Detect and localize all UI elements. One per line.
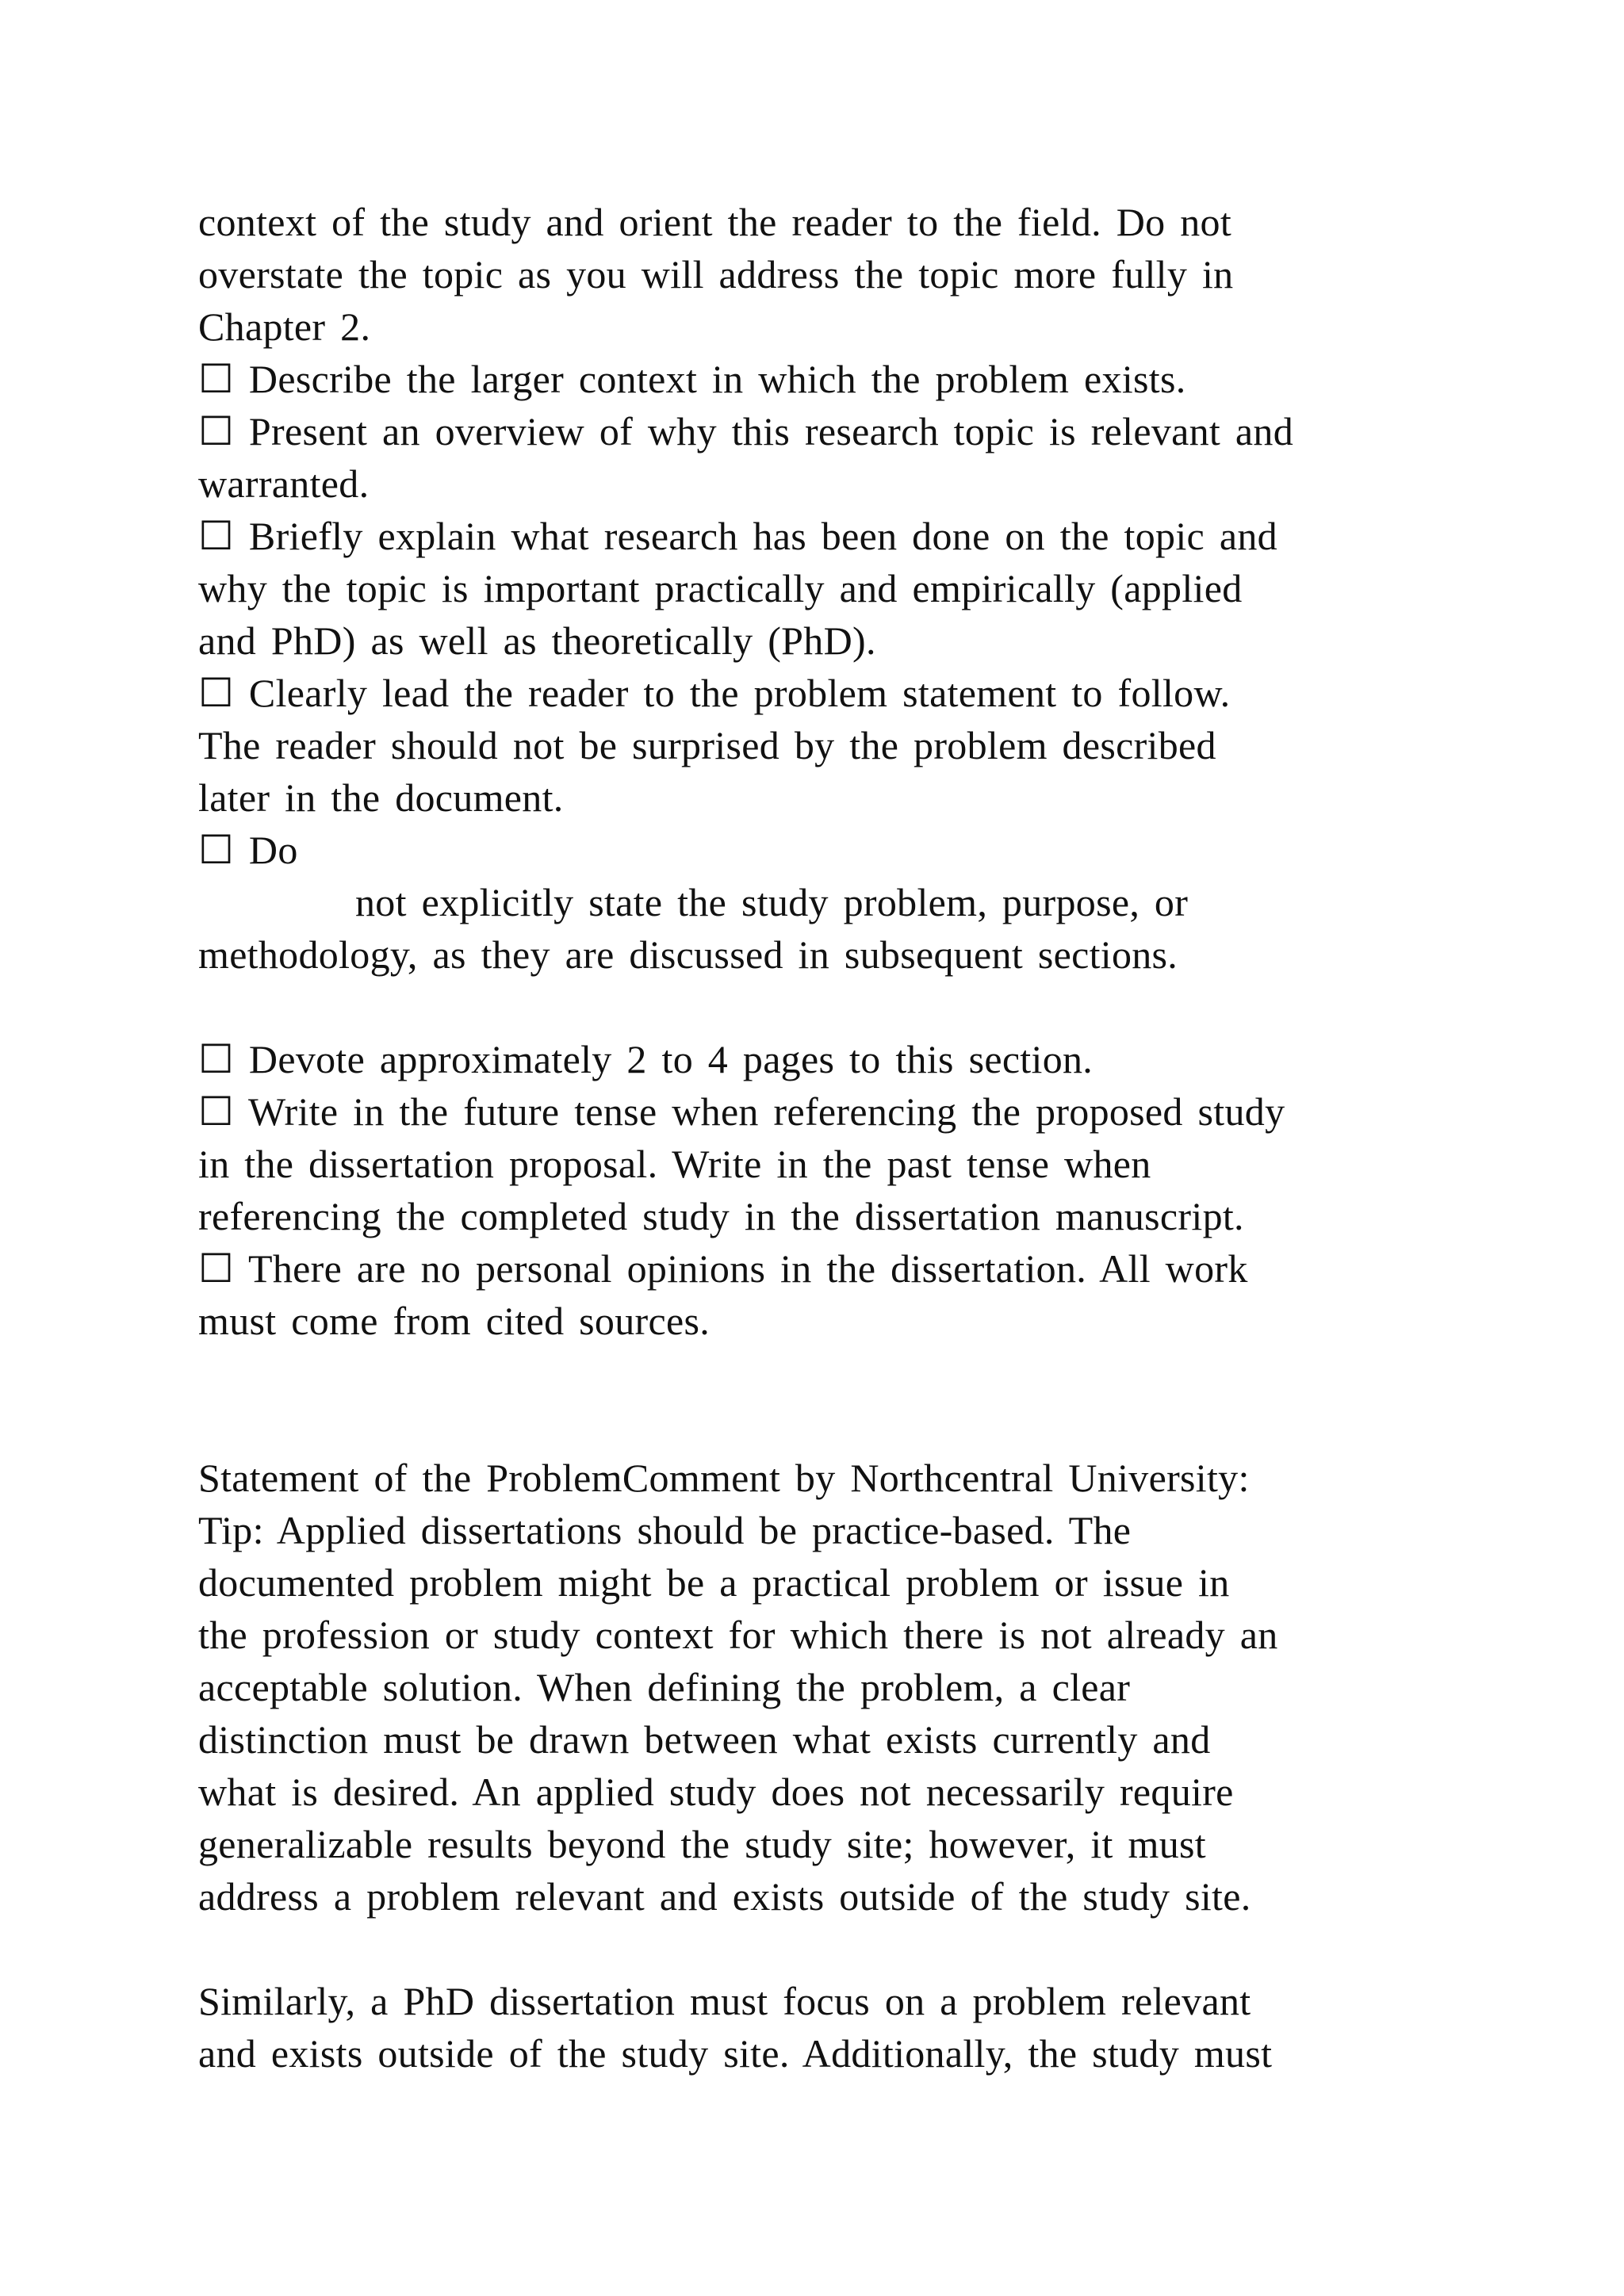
text-line: documented problem might be a practical problem or issue in	[198, 1560, 1230, 1605]
text-line: methodology, as they are discussed in subsequent sections.	[198, 932, 1178, 977]
text-line: later in the document.	[198, 775, 564, 820]
text-line: generalizable results beyond the study site; however, it must	[198, 1822, 1206, 1866]
section-heading: Statement of the ProblemComment by Northcentral University:	[198, 1456, 1250, 1500]
text-line: referencing the completed study in the dissertation manuscript.	[198, 1194, 1244, 1238]
text-line: the profession or study context for which there is not already an	[198, 1613, 1278, 1657]
checklist-item: ☐ There are no personal opinions in the dissertation. All work	[198, 1246, 1248, 1291]
text-line: not explicitly state the study problem, purpose, or	[355, 880, 1189, 924]
text-line: in the dissertation proposal. Write in the past tense when	[198, 1142, 1151, 1186]
text-line: Similarly, a PhD dissertation must focus on a problem relevant	[198, 1979, 1251, 2023]
text-line: warranted.	[198, 461, 370, 506]
text-line: address a problem relevant and exists outside of the study site.	[198, 1874, 1251, 1919]
checklist-item: ☐ Present an overview of why this research topic is relevant and	[198, 409, 1293, 453]
checklist-item: ☐ Devote approximately 2 to 4 pages to this section.	[198, 1037, 1094, 1081]
text-line: overstate the topic as you will address the topic more fully in	[198, 252, 1234, 297]
text-line: why the topic is important practically and empirically (applied	[198, 566, 1243, 610]
text-line: Tip: Applied dissertations should be practice-based. The	[198, 1508, 1132, 1552]
text-line: must come from cited sources.	[198, 1299, 710, 1343]
checklist-item: ☐ Clearly lead the reader to the problem statement to follow.	[198, 671, 1231, 715]
checklist-item: ☐ Write in the future tense when referencing the proposed study	[198, 1089, 1285, 1134]
text-line: distinction must be drawn between what exists currently and	[198, 1717, 1211, 1762]
text-line: context of the study and orient the reader to the field. Do not	[198, 200, 1232, 244]
text-line: what is desired. An applied study does not necessarily require	[198, 1770, 1234, 1814]
checklist-item: ☐ Do	[198, 828, 298, 872]
text-line: and PhD) as well as theoretically (PhD).	[198, 618, 876, 663]
checklist-item: ☐ Describe the larger context in which the problem exists.	[198, 357, 1186, 401]
checklist-item: ☐ Briefly explain what research has been done on the topic and	[198, 514, 1277, 558]
text-line: The reader should not be surprised by the problem described	[198, 723, 1216, 767]
text-line: acceptable solution. When defining the problem, a clear	[198, 1665, 1131, 1709]
text-line: Chapter 2.	[198, 304, 371, 349]
text-line: and exists outside of the study site. Additionally, the study must	[198, 2031, 1273, 2076]
